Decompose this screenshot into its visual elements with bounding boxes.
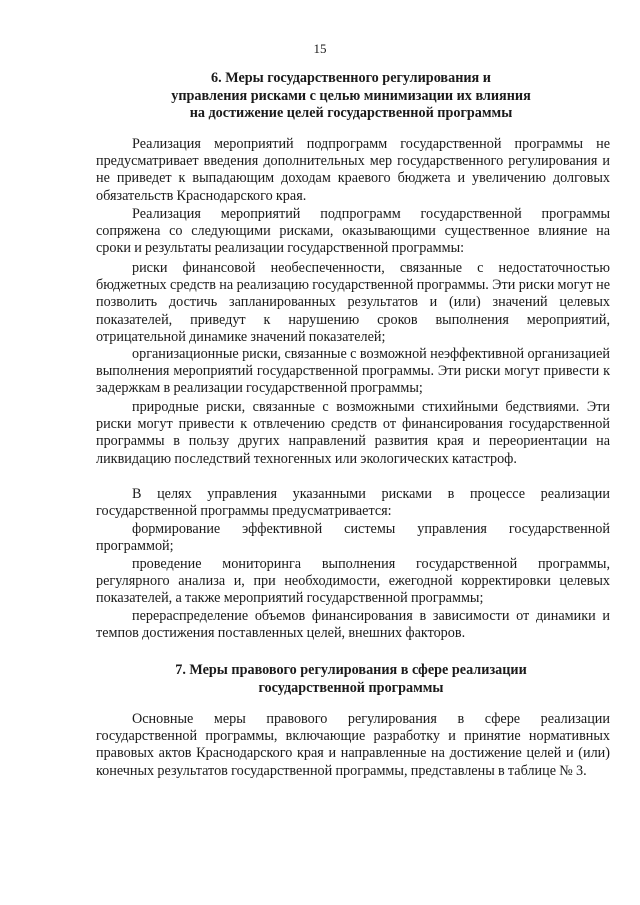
section-6-heading-line: на достижение целей государственной программы (189, 105, 513, 121)
section-6-paragraph: перераспределение объемов финансирования в зависимости от динамики и темпов достижения поставленных целей, внешних факторов. (96, 608, 610, 642)
page-number: 15 (313, 41, 327, 56)
section-6-paragraph: Реализация мероприятий подпрограмм государственной программы не предусматривает введения дополнительных мер государственного регулирования и не приведет к выпадающим доходам краевого бюджета и увеличению долговых обязательств Краснодарского края. (96, 136, 610, 204)
section-6-paragraph: природные риски, связанные с возможными стихийными бедствиями. Эти риски могут привести к отвлечению средств от финансирования государственной программы в пользу других направлений развития края и переориентации на ликвидацию последствий техногенных или экологических катастроф. (96, 399, 610, 467)
section-6-heading-line: 6. Меры государственного регулирования и (211, 70, 491, 86)
section-7-heading-line: 7. Меры правового регулирования в сфере реализации (175, 662, 527, 678)
section-6-paragraph: Реализация мероприятий подпрограмм государственной программы сопряжена со следующими рисками, оказывающими существенное влияние на сроки и результаты реализации государственной программы: (96, 206, 610, 257)
section-7-heading-line: государственной программы (258, 679, 444, 696)
section-7-paragraph: Основные меры правового регулирования в сфере реализации государственной программы, включающие разработку и принятие нормативных правовых актов Краснодарского края и направленные на достижение целей и (или) конечных результатов государственной программы, представлены в таблице № 3. (96, 711, 610, 779)
section-6-paragraph: организационные риски, связанные с возможной неэффективной организацией выполнения мероприятий государственной программы. Эти риски могут привести к задержкам в реализации государственной программы; (96, 346, 610, 397)
section-6-heading (96, 70, 606, 123)
section-7-heading (96, 662, 606, 697)
section-6-paragraph: риски финансовой необеспеченности, связанные с недостаточностью бюджетных средств на реализацию государственной программы. Эти риски могут не позволить достичь запланированных результатов и (или) значений целевых показателей, приведут к нарушению сроков выполнения мероприятий, отрицательной динамике значений показателей; (96, 260, 610, 345)
section-6-heading-line: управления рисками с целью минимизации их влияния (171, 87, 531, 104)
section-6-paragraph: В целях управления указанными рисками в процессе реализации государственной программы предусматривается: (96, 486, 610, 520)
section-6-paragraph: проведение мониторинга выполнения государственной программы, регулярного анализа и, при необходимости, ежегодной корректировки целевых показателей, а также мероприятий государственной программы; (96, 556, 610, 607)
section-6-paragraph: формирование эффективной системы управления государственной программой; (96, 521, 610, 555)
